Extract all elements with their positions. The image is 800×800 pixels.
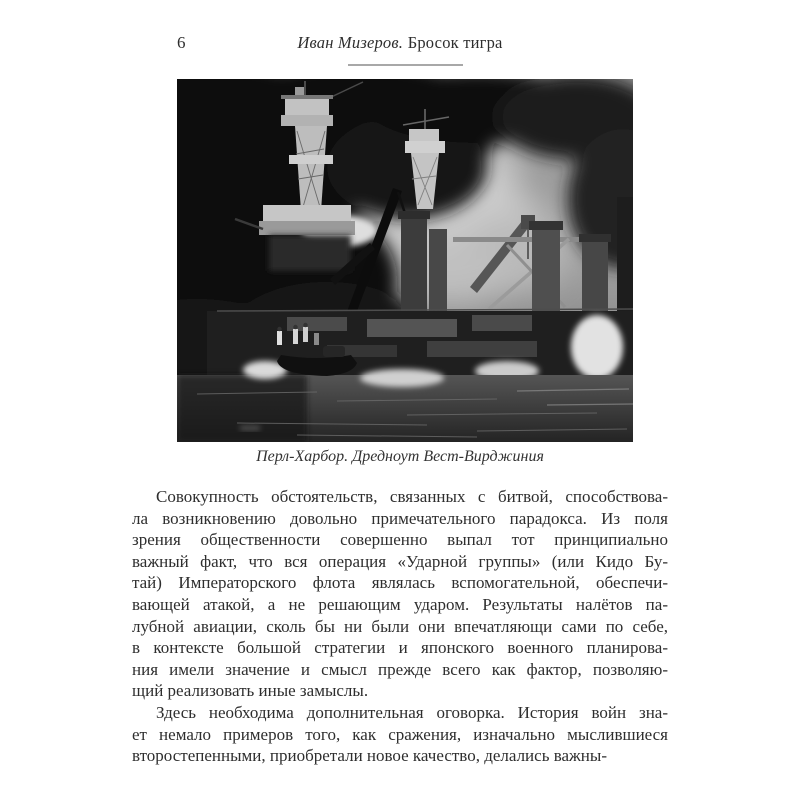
text-line: ния имели значение и смысл прежде всего как фактор, позволяю- — [132, 659, 668, 679]
page-number: 6 — [177, 33, 186, 52]
text-line: в контексте большой стратегии и японского военного планирова- — [132, 638, 668, 658]
text-line: вающей атакой, а не решающим ударом. Результаты налётов па- — [132, 594, 668, 614]
running-head-author: Иван Мизеров. — [297, 33, 404, 52]
photo-caption: Перл-Харбор. Дредноут Вест-Вирджиния — [256, 448, 544, 465]
text-line: лубной авиации, сколь бы ни были они впечатляющи сами по себе, — [132, 616, 668, 636]
running-head — [132, 33, 668, 52]
text-line: щий реализовать иные замыслы. — [132, 681, 369, 701]
text-line: зрения общественности совершенно выпал тот принципиально — [132, 530, 668, 550]
text-line: тай) Императорского флота являлась вспомогательной, обеспечи- — [132, 573, 668, 593]
text-line: ет немало примеров того, как сражения, изначально мыслившиеся — [132, 724, 668, 744]
body-text — [132, 486, 668, 767]
pearl-harbor-photo — [177, 79, 633, 442]
header-divider-rule — [348, 64, 463, 66]
pearl-harbor-photo-art — [177, 79, 633, 442]
text-line: Совокупность обстоятельств, связанных с битвой, способствова- — [156, 487, 668, 506]
text-line: важный факт, что вся операция «Ударной группы» (или Кидо Бу- — [132, 551, 668, 571]
running-head-title: Бросок тигра — [407, 33, 503, 52]
text-line: второстепенными, приобретали новое качество, делались важны- — [132, 746, 607, 766]
text-line: Здесь необходима дополнительная оговорка. История войн зна- — [156, 702, 668, 722]
text-line: ла возникновению довольно примечательного парадокса. Из поля — [132, 508, 668, 528]
